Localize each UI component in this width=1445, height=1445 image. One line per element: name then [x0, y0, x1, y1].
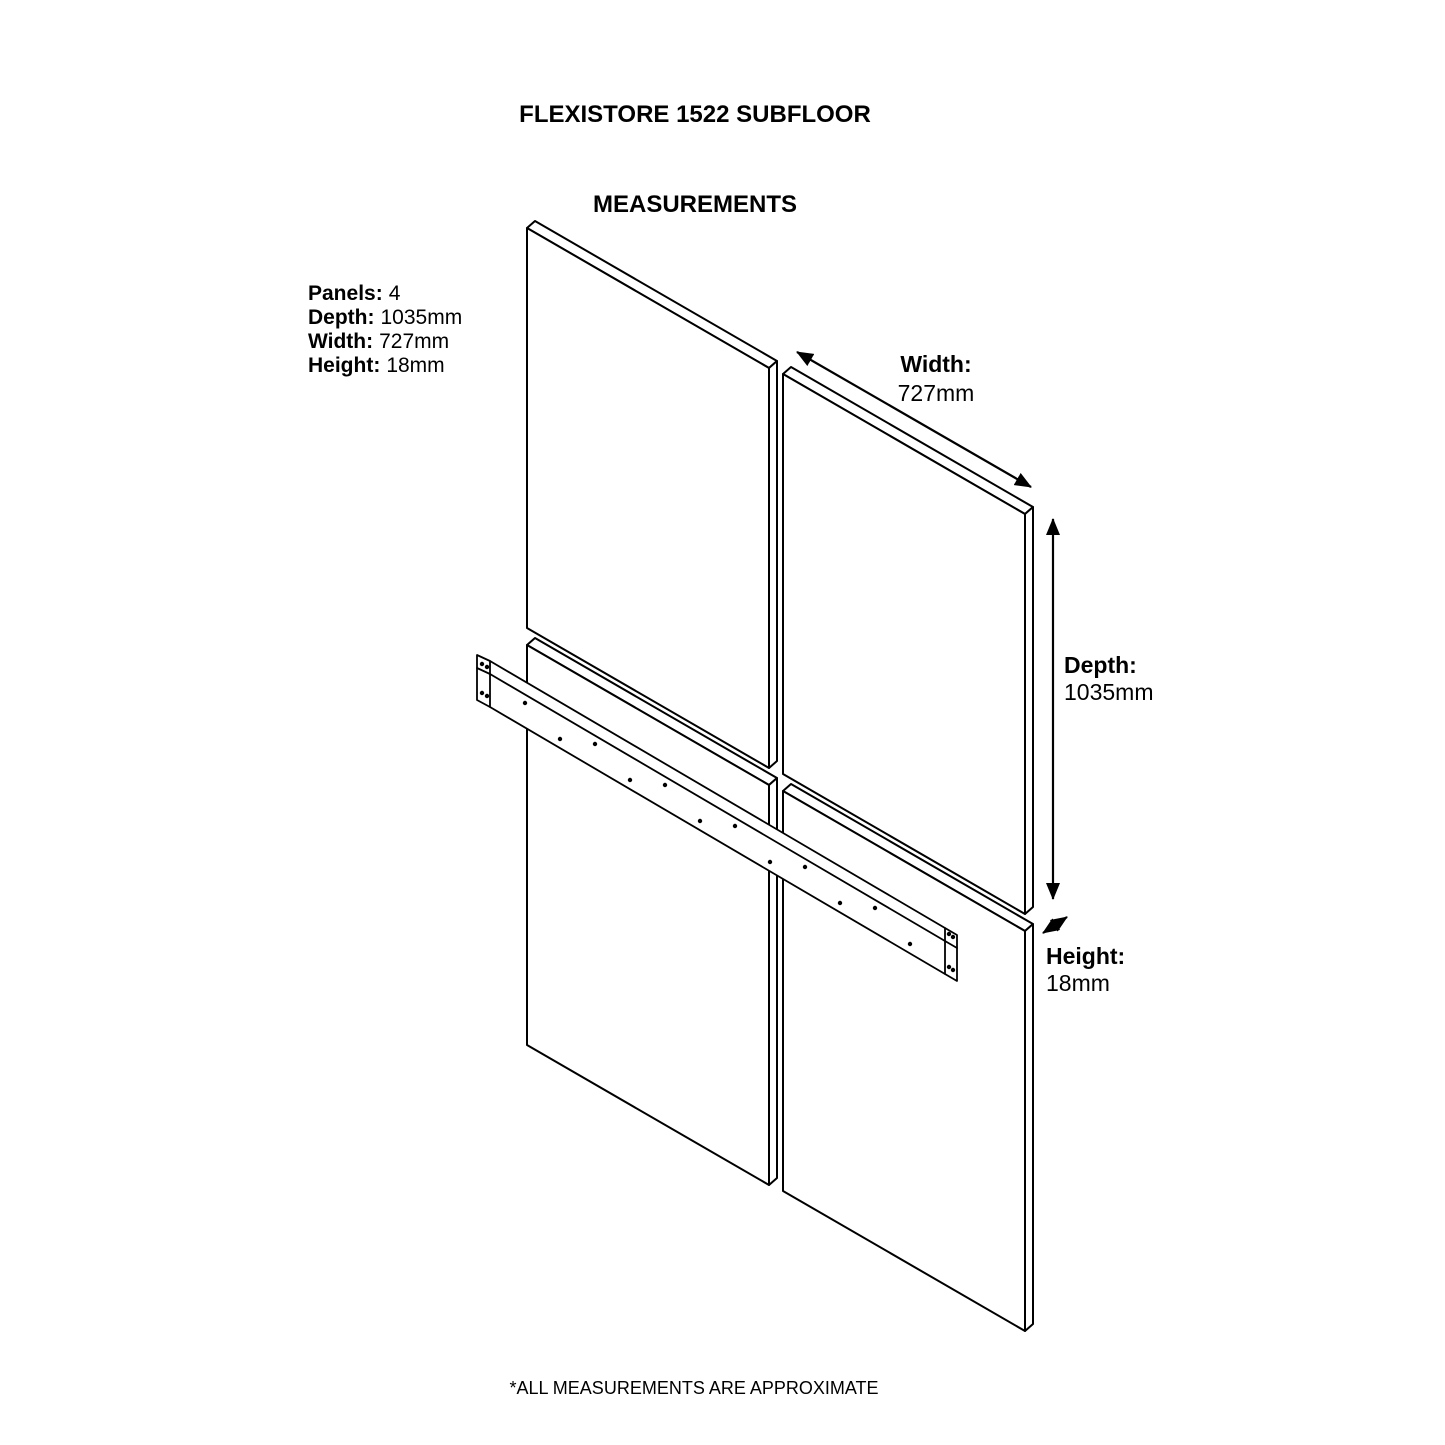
spec-label: Panels: — [308, 282, 383, 305]
screw-hole — [480, 691, 484, 695]
screw-hole — [838, 901, 842, 905]
screw-hole — [873, 906, 877, 910]
width-value: 727mm — [897, 380, 975, 406]
spec-label: Depth: — [308, 306, 375, 329]
depth-label: Depth: — [1064, 652, 1137, 678]
screw-hole — [663, 783, 667, 787]
width-label: Width: — [900, 351, 972, 377]
screw-hole — [698, 819, 702, 823]
screw-hole — [480, 662, 484, 666]
footnote: *ALL MEASUREMENTS ARE APPROXIMATE — [509, 1378, 879, 1398]
screw-hole — [947, 932, 951, 936]
depth-dimension-label — [1064, 652, 1153, 706]
spec-value: 727mm — [379, 330, 450, 353]
height-label: Height: — [1046, 943, 1126, 969]
width-dimension-label — [858, 350, 1014, 408]
screw-hole — [768, 860, 772, 864]
screw-hole — [951, 968, 955, 972]
page-title-line1: FLEXISTORE 1522 SUBFLOOR — [519, 101, 871, 128]
panel-right-edge-face — [769, 361, 777, 768]
screw-hole — [733, 824, 737, 828]
screw-hole — [523, 701, 527, 705]
spec-label: Width: — [308, 330, 374, 353]
screw-hole — [951, 935, 955, 939]
screw-hole — [628, 778, 632, 782]
panel-right-edge-face — [1025, 507, 1033, 914]
screw-hole — [485, 694, 489, 698]
screw-hole — [803, 865, 807, 869]
height-dimension-arrow — [1043, 917, 1067, 933]
depth-value: 1035mm — [1064, 679, 1154, 705]
spec-label: Height: — [308, 354, 381, 377]
spec-row-panels — [308, 282, 462, 306]
spec-value: 18mm — [386, 354, 445, 377]
page-title — [322, 40, 1068, 280]
spec-row-width — [308, 330, 462, 354]
spec-row-height — [308, 354, 462, 378]
spec-row-depth — [308, 306, 462, 330]
panel-right-edge-face — [1025, 924, 1033, 1331]
screw-hole — [593, 742, 597, 746]
height-dimension-label — [1046, 943, 1125, 997]
height-value: 18mm — [1046, 970, 1110, 996]
screw-hole — [947, 965, 951, 969]
screw-hole — [558, 737, 562, 741]
screw-hole — [908, 942, 912, 946]
spec-list — [308, 282, 462, 378]
screw-hole — [485, 665, 489, 669]
page-title-line2: MEASUREMENTS — [592, 191, 797, 218]
spec-value: 4 — [388, 282, 401, 305]
spec-value: 1035mm — [380, 306, 463, 329]
